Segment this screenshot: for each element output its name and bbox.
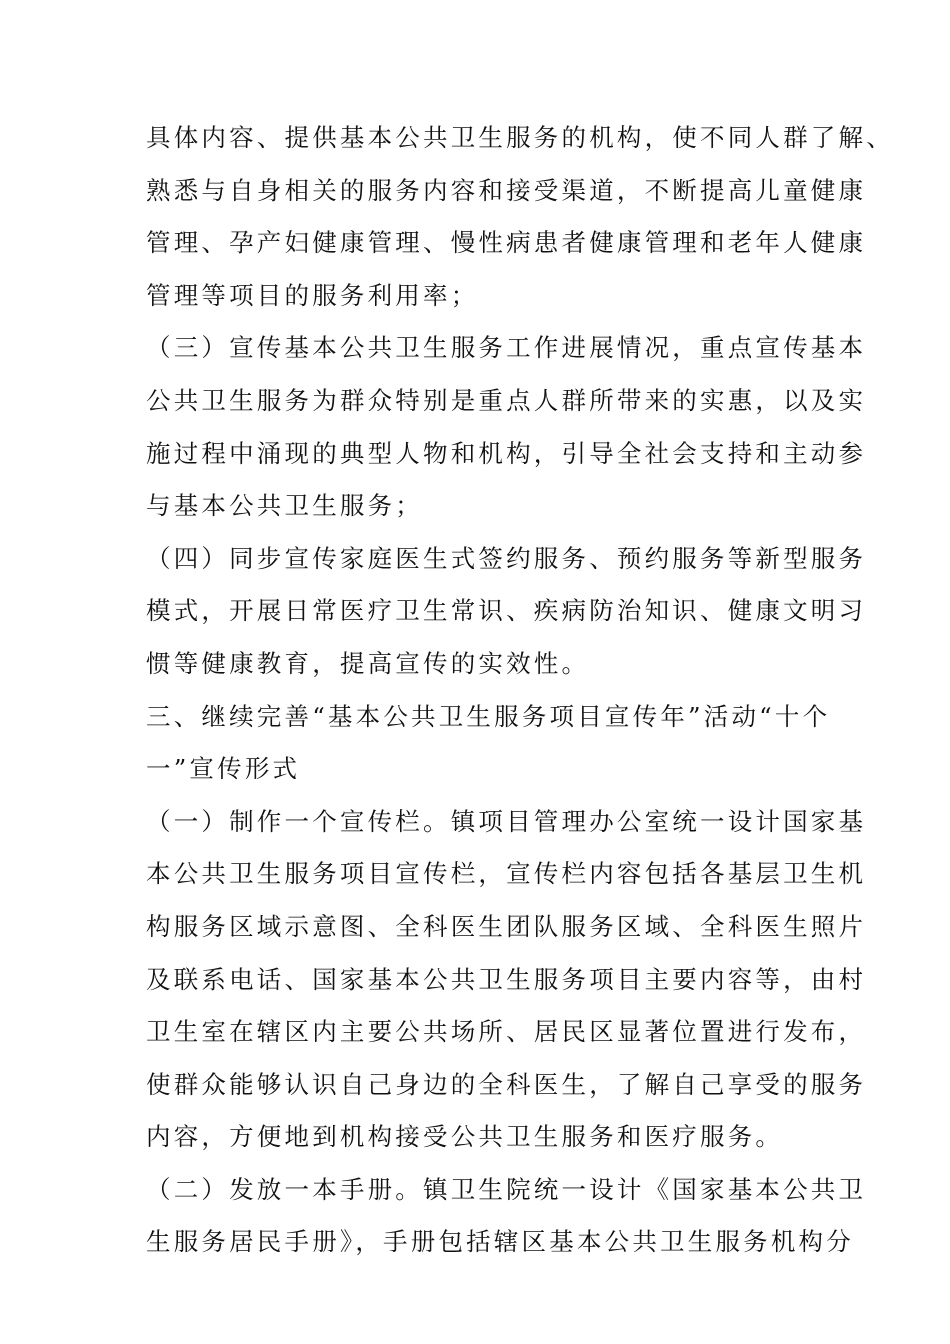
text-line: 惯等健康教育，提高宣传的实效性。 <box>146 648 590 678</box>
text-line: 使群众能够认识自己身边的全科医生，了解自己享受的服务 <box>146 1069 867 1099</box>
section-heading: 三、继续完善“基本公共卫生服务项目宣传年”活动“十个 <box>146 701 831 731</box>
text-line: 内容，方便地到机构接受公共卫生服务和医疗服务。 <box>146 1122 784 1152</box>
text-line: 管理、孕产妇健康管理、慢性病患者健康管理和老年人健康 <box>146 228 867 258</box>
text-line: 及联系电话、国家基本公共卫生服务项目主要内容等，由村 <box>146 964 867 994</box>
text-line: 公共卫生服务为群众特别是重点人群所带来的实惠，以及实 <box>146 385 867 415</box>
text-line: 本公共卫生服务项目宣传栏，宣传栏内容包括各基层卫生机 <box>146 859 867 889</box>
text-line: 模式，开展日常医疗卫生常识、疾病防治知识、健康文明习 <box>146 596 867 626</box>
text-line: 构服务区域示意图、全科医生团队服务区域、全科医生照片 <box>146 911 867 941</box>
body-text <box>146 112 894 1269</box>
text-line: 施过程中涌现的典型人物和机构，引导全社会支持和主动参 <box>146 438 867 468</box>
text-line: 生服务居民手册》，手册包括辖区基本公共卫生服务机构分 <box>146 1227 854 1257</box>
text-line: （三）宣传基本公共卫生服务工作进展情况，重点宣传基本 <box>146 333 867 363</box>
text-line: 与基本公共卫生服务； <box>146 491 423 521</box>
text-line: 熟悉与自身相关的服务内容和接受渠道，不断提高儿童健康 <box>146 175 867 205</box>
text-line: 管理等项目的服务利用率； <box>146 280 479 310</box>
text-line: （一）制作一个宣传栏。镇项目管理办公室统一设计国家基 <box>146 806 867 836</box>
text-line: （二）发放一本手册。镇卫生院统一设计《国家基本公共卫 <box>146 1174 867 1204</box>
text-line: 具体内容、提供基本公共卫生服务的机构，使不同人群了解、 <box>146 123 894 152</box>
section-heading: 一”宣传形式 <box>146 754 301 784</box>
text-line: 卫生室在辖区内主要公共场所、居民区显著位置进行发布， <box>146 1017 867 1047</box>
text-line: （四）同步宣传家庭医生式签约服务、预约服务等新型服务 <box>146 543 867 573</box>
